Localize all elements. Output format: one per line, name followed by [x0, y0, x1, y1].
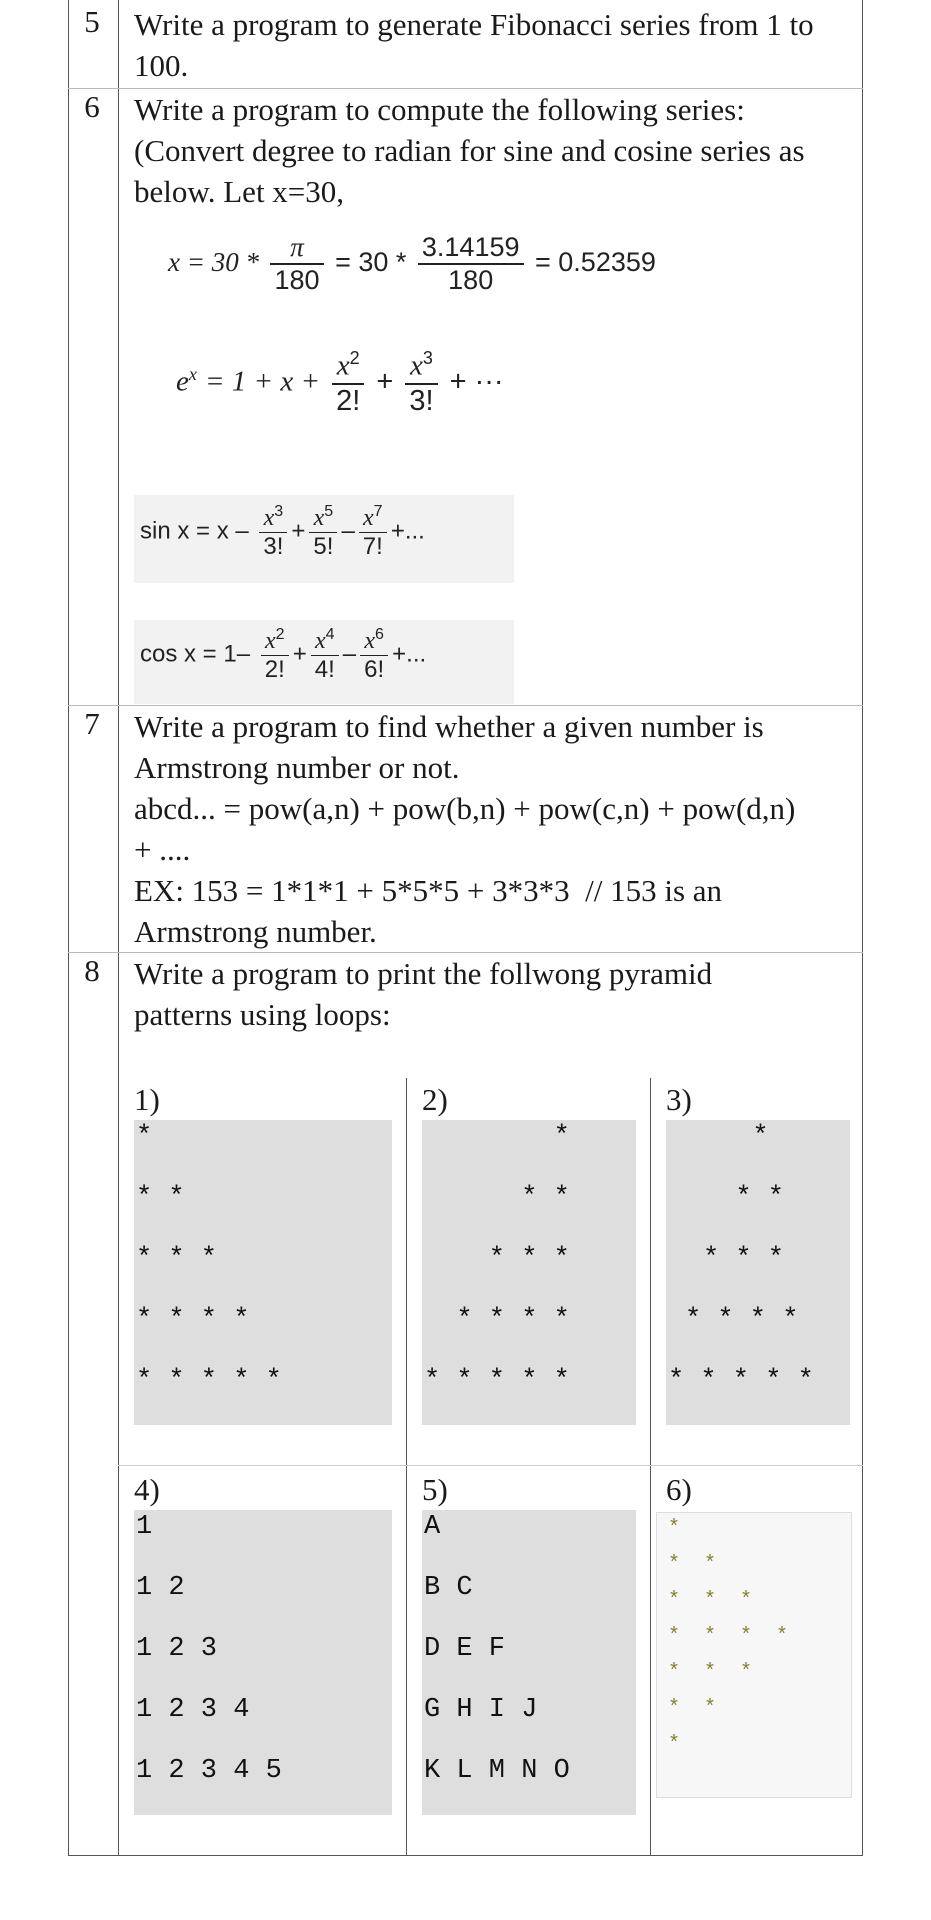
sin-lhs: sin x = x –	[140, 517, 249, 545]
pattern-2-line-2: * *	[424, 1183, 570, 1213]
sin-t3-num: x	[363, 505, 374, 531]
row-number-7: 7	[84, 706, 100, 741]
pattern-3-line-4: * * * *	[685, 1305, 799, 1335]
exp-lhs-sup: x	[188, 363, 197, 384]
pattern-4-label: 4)	[134, 1472, 160, 1507]
radian-lhs: x = 30 *	[168, 247, 259, 278]
radian-den-1: 180	[274, 265, 320, 295]
pattern-3-label: 3)	[666, 1082, 692, 1117]
row-number-8: 8	[84, 953, 100, 988]
pattern-col-divider-1	[406, 1078, 407, 1855]
pattern-3-line-5: * * * * *	[668, 1366, 814, 1396]
cos-op-1: +	[292, 640, 307, 668]
row-7-line-2: Armstrong number or not.	[134, 750, 460, 785]
cos-series	[140, 626, 426, 684]
row-6-line-3: below. Let x=30,	[134, 174, 345, 209]
row-7-line-4: + ....	[134, 832, 191, 867]
row-5-line-1: Write a program to generate Fibonacci series from 1 to	[134, 7, 814, 42]
table-border-right	[862, 0, 863, 1855]
pattern-row-divider	[118, 1465, 863, 1466]
sin-t1-sup: 3	[274, 503, 284, 520]
sin-t2-sup: 5	[324, 503, 334, 520]
pattern-1-label: 1)	[134, 1082, 160, 1117]
sin-t3-den: 7!	[362, 533, 383, 560]
pattern-3-line-2: * *	[703, 1183, 785, 1213]
pattern-5-line-3: D E F	[424, 1634, 506, 1664]
radian-mid: = 30 *	[335, 247, 407, 278]
sin-tail: +...	[390, 517, 425, 545]
pattern-4-line-4: 1 2 3 4	[136, 1695, 250, 1725]
radian-result: = 0.52359	[535, 247, 656, 278]
row-7-line-6: Armstrong number.	[134, 914, 377, 949]
sin-t1-den: 3!	[263, 533, 284, 560]
cos-t1-den: 2!	[264, 656, 285, 683]
exp-t2-den: 3!	[409, 384, 434, 417]
row-7-line-5: EX: 153 = 1*1*1 + 5*5*5 + 3*3*3 // 153 is an	[134, 873, 723, 908]
table-border-num	[118, 0, 119, 1855]
pattern-2-line-5: * * * * *	[424, 1366, 570, 1396]
exp-lhs: e	[176, 365, 189, 398]
cos-lhs: cos x = 1–	[140, 640, 251, 668]
pattern-2-label: 2)	[422, 1082, 448, 1117]
pattern-3-line-3: * * *	[703, 1244, 785, 1274]
sin-t3-sup: 7	[373, 503, 383, 520]
table-border-left	[68, 0, 69, 1855]
exp-t2-num: x	[409, 349, 423, 382]
sin-t2-den: 5!	[313, 533, 334, 560]
exp-t1-sup: 2	[349, 348, 360, 368]
radian-num-2: 3.14159	[418, 232, 524, 265]
cos-tail: +...	[392, 640, 427, 668]
row-8-line-1: Write a program to print the follwong pyramid	[134, 956, 713, 991]
row-6-line-1: Write a program to compute the following series:	[134, 92, 745, 127]
pattern-4-line-5: 1 2 3 4 5	[136, 1756, 282, 1786]
cos-op-2: –	[342, 640, 357, 668]
row-number-6: 6	[84, 89, 100, 124]
pattern-6-line-6: * *	[668, 1697, 717, 1720]
sin-series	[140, 503, 425, 561]
pattern-5-line-4: G H I J	[424, 1695, 538, 1725]
pattern-col-divider-2	[650, 1078, 651, 1855]
pattern-4-line-3: 1 2 3	[136, 1634, 218, 1664]
cos-t3-den: 6!	[364, 656, 385, 683]
pattern-1-line-4: * * * *	[136, 1305, 250, 1335]
pattern-2-line-4: * * * *	[424, 1305, 570, 1335]
exp-series	[176, 348, 504, 418]
row-5-line-2: 100.	[134, 48, 189, 83]
cos-t3-sup: 6	[375, 626, 384, 643]
pattern-6-line-5: * * *	[668, 1661, 753, 1684]
pattern-1-line-5: * * * * *	[136, 1366, 282, 1396]
row-7-line-1: Write a program to find whether a given number is	[134, 709, 764, 744]
pattern-6-line-7: *	[668, 1733, 681, 1756]
row-8-line-2: patterns using loops:	[134, 997, 391, 1032]
row-7-line-3: abcd... = pow(a,n) + pow(b,n) + pow(c,n) + pow(d,n)	[134, 791, 796, 826]
pattern-3-line-1: *	[720, 1122, 769, 1152]
pattern-6-line-2: * *	[668, 1553, 717, 1576]
cos-t2-den: 4!	[314, 656, 335, 683]
cos-t3-num: x	[364, 628, 376, 654]
exp-plus: +	[376, 365, 394, 398]
row-number-5: 5	[84, 4, 100, 39]
cos-t2-sup: 4	[325, 626, 335, 643]
pattern-6-line-1: *	[668, 1517, 681, 1540]
pattern-5-line-1: A	[424, 1512, 441, 1542]
radian-pi: π	[270, 232, 323, 265]
pattern-4-line-1: 1	[136, 1512, 153, 1542]
sin-t2-num: x	[313, 505, 325, 531]
sin-op-2: –	[341, 517, 355, 545]
pattern-4-line-2: 1 2	[136, 1573, 185, 1603]
cos-t1-num: x	[264, 628, 276, 654]
exp-t1-den: 2!	[336, 384, 361, 417]
exp-eq: = 1 + x +	[204, 365, 321, 398]
pattern-1-line-1: *	[136, 1122, 153, 1152]
cos-t1-sup: 2	[275, 626, 285, 643]
pattern-1-line-2: * *	[136, 1183, 185, 1213]
pattern-2-line-3: * * *	[424, 1244, 570, 1274]
row-6-line-2: (Convert degree to radian for sine and cosine series as	[134, 133, 805, 168]
pattern-1-line-3: * * *	[136, 1244, 218, 1274]
radian-equation	[168, 232, 656, 296]
pattern-2-line-1: *	[424, 1122, 570, 1152]
sin-t1-num: x	[263, 505, 275, 531]
pattern-6-label: 6)	[666, 1472, 692, 1507]
sin-op-1: +	[291, 517, 306, 545]
pattern-5-label: 5)	[422, 1472, 448, 1507]
pattern-5-line-2: B C	[424, 1573, 473, 1603]
pattern-6-line-3: * * *	[668, 1589, 753, 1612]
exp-tail: + ···	[449, 365, 504, 398]
exp-t2-sup: 3	[422, 348, 433, 368]
table-border-bottom	[68, 1855, 863, 1856]
exp-t1-num: x	[336, 349, 350, 382]
pattern-5-line-5: K L M N O	[424, 1756, 570, 1786]
radian-den-2: 180	[448, 265, 494, 295]
cos-t2-num: x	[314, 628, 326, 654]
pattern-6-line-4: * * * *	[668, 1625, 789, 1648]
